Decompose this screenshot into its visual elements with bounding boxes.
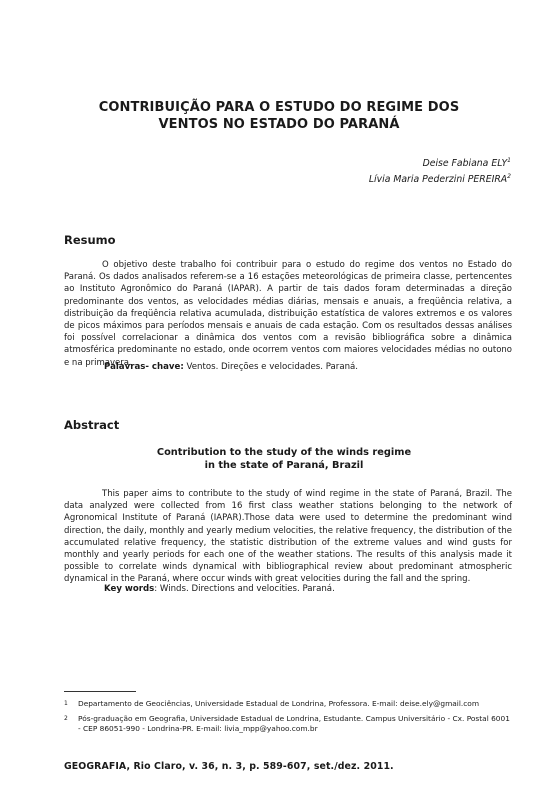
paper-title — [64, 99, 494, 133]
paper-title-line-2: VENTOS NO ESTADO DO PARANÁ — [158, 117, 400, 132]
keywords-text: Ventos. Direções e velocidades. Paraná. — [183, 362, 359, 372]
keywords-text: : Winds. Directions and velocities. Paraná. — [154, 584, 335, 594]
abstract-heading: Abstract — [64, 418, 120, 432]
footnote-text: Departamento de Geociências, Universidade Estadual de Londrina, Professora. E-mail: deise.ely@gmail.com — [78, 699, 480, 708]
resumo-body: O objetivo deste trabalho foi contribuir para o estudo do regime dos ventos no Estado do Paraná. Os dados analisados referem-se a 16 estações meteorológicas de primeira classe, pertencentes ao Instituto Agronômico do Paraná (IAPAR). A partir de tais dados foram determinadas a direção predominante dos ventos, as velocidades médias diárias, mensais e anuais, a freqüência relativa, a distribuição da freqüência relativa acumulada, distribuição estatística de valores extremos e os valores de picos máximos para períodos mensais e anuais de cada estação. Com os resultados dessas análises foi possível correlacionar a dinâmica dos ventos com a revisão bibliográfica sobre a dinâmica atmosférica predominante no estado, onde ocorrem ventos com maiores velocidades médias no outono e na primavera. — [64, 260, 512, 368]
footnotes — [64, 699, 514, 739]
author-footnote-ref: 2 — [507, 172, 511, 180]
author — [369, 156, 511, 172]
resumo-keywords — [104, 361, 358, 373]
footnote-mark: 1 — [64, 700, 68, 707]
abstract-title-line-2: in the state of Paraná, Brazil — [204, 460, 364, 471]
keywords-label: Key words — [104, 584, 155, 594]
abstract-title — [84, 446, 484, 472]
footnote — [64, 699, 514, 710]
keywords-label: Palavras- chave: — [104, 362, 184, 372]
abstract-body: This paper aims to contribute to the study of wind regime in the state of Paraná, Brazil. The data analyzed were collected from 16 first class weather stations belonging to the network of Agronomical Institute of Paraná (IAPAR).Those data were used to determine the predominant wind direction, the daily, monthly and yearly medium velocities, the relative frequency, the distribution of the accumulated relative frequency, the statistic distribution of the extreme values and wind gusts for monthly and yearly periods for each one of the weather stations. The results of this analysis made it possible to correlate winds dynamical with bibliographical review about predominant atmospheric dynamical in the Paraná, where occur winds with great velocities during the fall and the spring. — [64, 489, 512, 585]
footnote-divider — [64, 691, 136, 692]
author-name: Lívia Maria Pederzini PEREIRA — [368, 174, 508, 185]
abstract-keywords — [104, 583, 335, 595]
resumo-heading: Resumo — [64, 233, 116, 247]
paper-title-line-1: CONTRIBUIÇÃO PARA O ESTUDO DO REGIME DOS — [98, 100, 460, 115]
author-list — [369, 156, 511, 188]
author — [369, 172, 511, 188]
footnote-mark: 2 — [64, 714, 68, 722]
footnote-text: Pós-graduação em Geografia, Universidade Estadual de Londrina, Estudante. Campus Universitário - Cx. Postal 6001 - CEP 86051-990 - Londrina-PR. E-mail: livia_mpp@yahoo.com.br — [78, 713, 510, 734]
author-footnote-ref: 1 — [507, 156, 511, 164]
author-name: Deise Fabiana ELY — [422, 158, 508, 169]
footnote — [64, 714, 514, 735]
abstract-title-line-1: Contribution to the study of the winds regime — [156, 447, 412, 458]
journal-citation: GEOGRAFIA, Rio Claro, v. 36, n. 3, p. 589-607, set./dez. 2011. — [64, 761, 394, 772]
